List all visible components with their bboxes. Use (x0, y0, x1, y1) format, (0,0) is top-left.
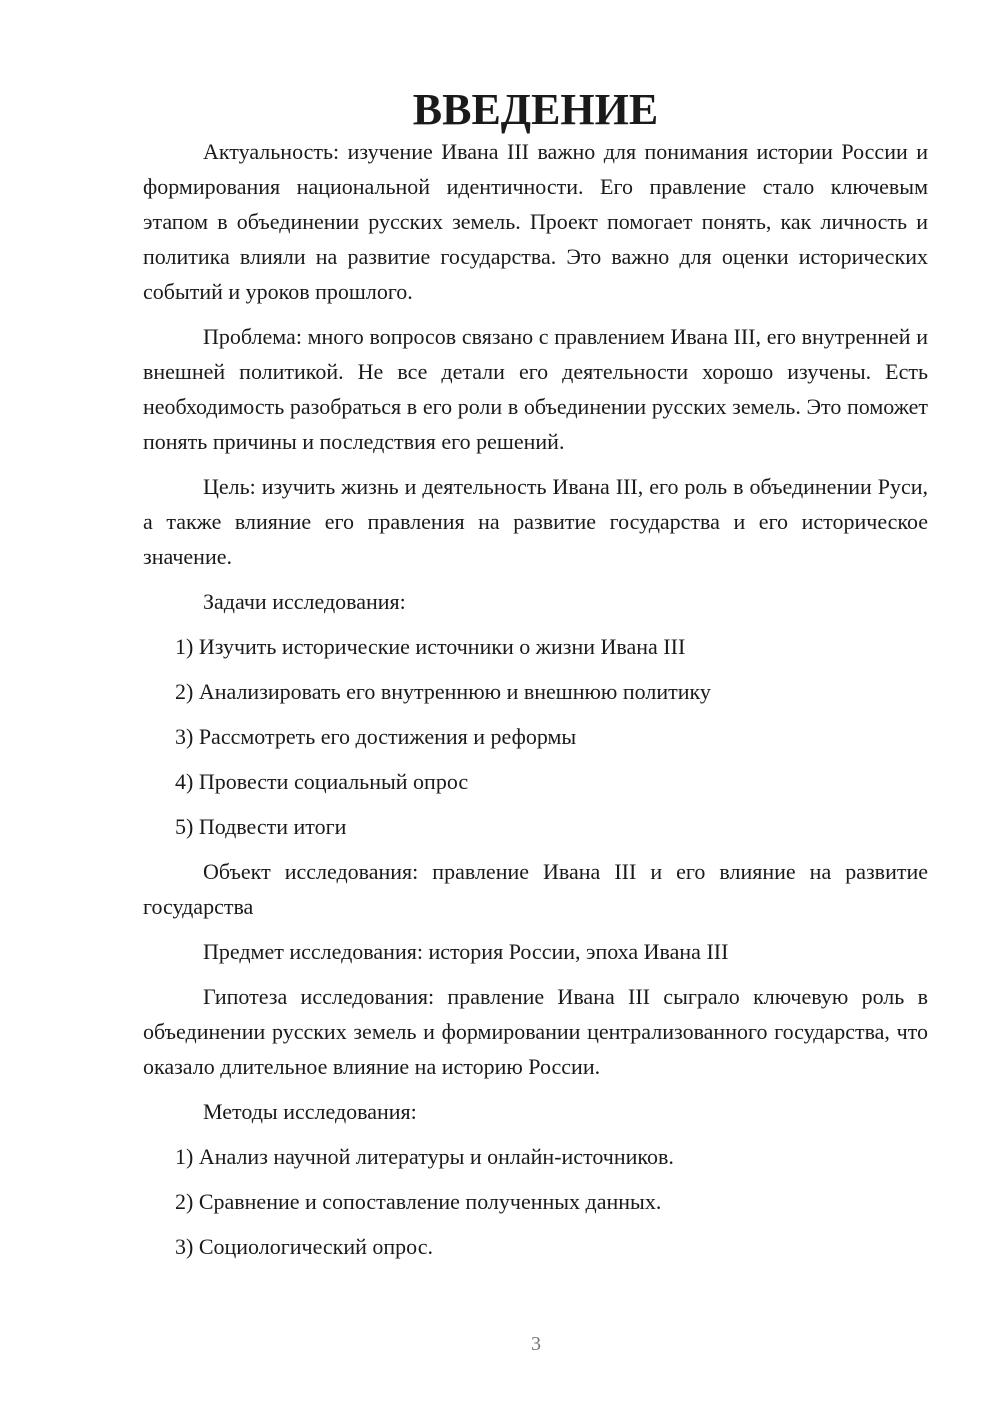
list-item: 1) Анализ научной литературы и онлайн-источников. (175, 1144, 674, 1169)
subject-paragraph: Предмет исследования: история России, эпоха Ивана III (203, 939, 729, 964)
problem-paragraph: Проблема: много вопросов связано с правлением Ивана III, его внутренней и внешней политикой. Не все детали его деятельности хорошо изучены. Есть необходимость разобраться в его роли в объединении русских земель. Это поможет понять причины и последствия его решений. (143, 324, 928, 454)
goal-paragraph: Цель: изучить жизнь и деятельность Ивана III, его роль в объединении Руси, а также влияние его правления на развитие государства и его историческое значение. (143, 474, 928, 569)
tasks-list (143, 629, 928, 844)
methods-list (143, 1139, 928, 1264)
list-item: 4) Провести социальный опрос (175, 769, 469, 794)
list-item: 2) Сравнение и сопоставление полученных данных. (175, 1189, 662, 1214)
list-item: 3) Рассмотреть его достижения и реформы (175, 724, 577, 749)
list-item: 1) Изучить исторические источники о жизни Ивана III (175, 634, 686, 659)
page-title: ВВЕДЕНИЕ (412, 85, 659, 134)
tasks-heading: Задачи исследования: (203, 589, 406, 614)
list-item: 5) Подвести итоги (175, 814, 347, 839)
page-number: 3 (531, 1333, 541, 1355)
relevance-paragraph: Актуальность: изучение Ивана III важно для понимания истории России и формирования национальной идентичности. Его правление стало ключевым этапом в объединении русских земель. Проект помогает понять, как личность и политика влияли на развитие государства. Это важно для оценки исторических событий и уроков прошлого. (143, 139, 928, 304)
list-item: 3) Социологический опрос. (175, 1234, 433, 1259)
list-item: 2) Анализировать его внутреннюю и внешнюю политику (175, 679, 711, 704)
hypothesis-paragraph: Гипотеза исследования: правление Ивана III сыграло ключевую роль в объединении русских земель и формировании централизованного государства, что оказало длительное влияние на историю России. (143, 984, 928, 1079)
document-page (143, 85, 928, 1274)
object-paragraph: Объект исследования: правление Ивана III и его влияние на развитие государства (143, 859, 928, 919)
methods-heading: Методы исследования: (203, 1099, 417, 1124)
